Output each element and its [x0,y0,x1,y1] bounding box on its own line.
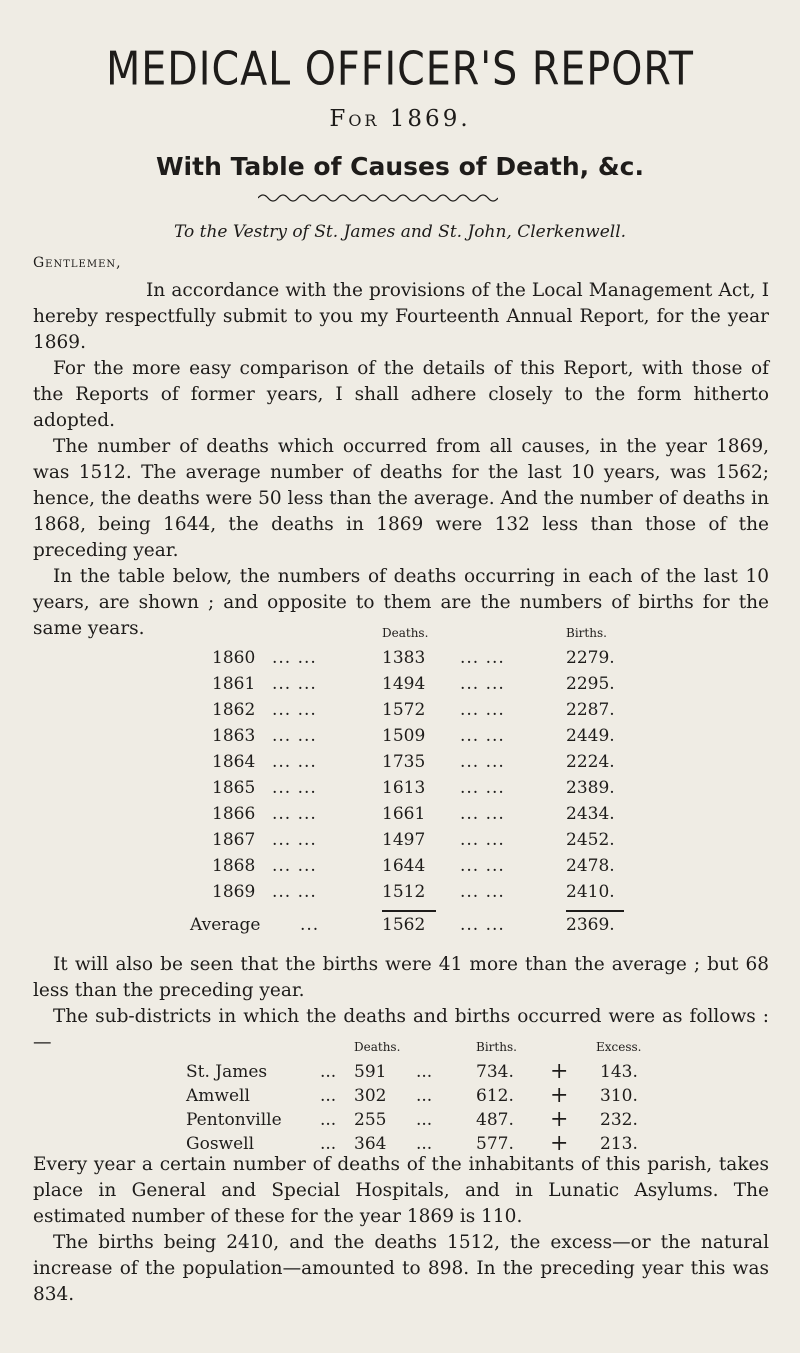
year-cell: 1860 [212,648,256,668]
excess-cell: 310. [600,1086,638,1106]
leader-dots: ... ... [460,778,505,798]
deaths-cell: 302 [354,1086,387,1106]
year-cell: 1862 [212,700,256,720]
births-cell: 2389. [566,778,615,798]
leader-dots: ... ... [272,778,317,798]
excess-cell: 232. [600,1110,638,1130]
births-cell: 577. [476,1134,514,1154]
leader-dots: ... [320,1062,337,1082]
births-cell: 2452. [566,830,615,850]
deaths-cell: 1497 [382,830,426,850]
paragraph-4: In the table below, the numbers of deaths occurring in each of the last 10 years, are shown ; and opposite to them are the numbers of births for the same years. [33,566,769,639]
paragraph-7: Every year a certain number of deaths of the inhabitants of this parish, takes place in General and Special Hospitals, and in Lunatic Asylums. The estimated number of these for the year 1869 is 110. [33,1154,769,1227]
paragraph-8: The births being 2410, and the deaths 1512, the excess—or the natural increase of the population—amounted to 898. In the preceding year this was 834. [33,1232,769,1305]
leader-dots: ... ... [272,726,317,746]
leader-dots: ... [320,1134,337,1154]
excess-cell: 213. [600,1134,638,1154]
leader-dots: ... ... [460,856,505,876]
district-name: Amwell [186,1086,250,1106]
paragraph-3: The number of deaths which occurred from all causes, in the year 1869, was 1512. The average number of deaths for the last 10 years, was 1562; hence, the deaths were 50 less than the average. And the number of deaths in 1868, being 1644, the deaths in 1869 were 132 less than those of the preceding year. [33,436,769,561]
leader-dots: ... ... [272,830,317,850]
deaths-cell: 1613 [382,778,426,798]
column-header-deaths: Deaths. [382,626,429,640]
column-header-births: Births. [566,626,607,640]
leader-dots: ... ... [460,674,505,694]
deaths-cell: 1661 [382,804,426,824]
column-header-births: Births. [476,1040,517,1054]
leader-dots: ... [320,1086,337,1106]
year-cell: 1863 [212,726,256,746]
deaths-cell: 1383 [382,648,426,668]
report-title: MEDICAL OFFICER'S REPORT [106,42,694,97]
district-name: Pentonville [186,1110,282,1130]
deaths-cell: 1644 [382,856,426,876]
excess-sign: + [550,1107,569,1132]
district-name: St. James [186,1062,268,1082]
leader-dots: ... ... [460,726,505,746]
leader-dots: ... ... [460,700,505,720]
column-header-excess: Excess. [596,1040,642,1054]
leader-dots: ... ... [272,804,317,824]
leader-dots: ... [300,915,320,935]
leader-dots: ... ... [460,752,505,772]
deaths-cell: 1509 [382,726,426,746]
column-header-deaths: Deaths. [354,1040,401,1054]
births-cell: 2478. [566,856,615,876]
deaths-sum-rule [382,910,436,912]
births-cell: 2224. [566,752,615,772]
report-year: For 1869. [329,106,471,132]
births-cell: 2410. [566,882,615,902]
excess-cell: 143. [600,1062,638,1082]
excess-sign: + [550,1059,569,1084]
deaths-cell: 255 [354,1110,387,1130]
leader-dots: ... ... [272,752,317,772]
excess-sign: + [550,1131,569,1156]
births-cell: 2279. [566,648,615,668]
deaths-cell: 1572 [382,700,426,720]
paragraph-6: The sub-districts in which the deaths and births occurred were as follows :— [33,1006,769,1053]
paragraph-5: It will also be seen that the births were 41 more than the average ; but 68 less than the preceding year. [33,954,769,1001]
leader-dots: ... [416,1134,433,1154]
average-label: Average [190,915,261,935]
leader-dots: ... ... [272,674,317,694]
report-heading: With Table of Causes of Death, &c. [155,152,644,181]
year-cell: 1864 [212,752,256,772]
year-cell: 1869 [212,882,256,902]
births-cell: 612. [476,1086,514,1106]
leader-dots: ... ... [460,830,505,850]
yearly-deaths-births-table [212,626,632,926]
leader-dots: ... [416,1110,433,1130]
births-sum-rule [566,910,624,912]
leader-dots: ... ... [272,856,317,876]
leader-dots: ... ... [272,882,317,902]
births-cell: 2449. [566,726,615,746]
leader-dots: ... ... [272,648,317,668]
salutation: Gentlemen, [33,255,122,271]
births-cell: 2295. [566,674,615,694]
addressee-line: To the Vestry of St. James and St. John, Clerkenwell. [173,222,627,242]
leader-dots: ... ... [272,700,317,720]
deaths-cell: 591 [354,1062,387,1082]
year-cell: 1865 [212,778,256,798]
excess-sign: + [550,1083,569,1108]
district-name: Goswell [186,1134,255,1154]
leader-dots: ... ... [460,804,505,824]
average-births: 2369. [566,915,615,935]
paragraph-1: In accordance with the provisions of the Local Management Act, I hereby respectfully submit to you my Fourteenth Annual Report, for the year 1869. [33,280,769,353]
leader-dots: ... ... [460,882,505,902]
year-cell: 1866 [212,804,256,824]
leader-dots: ... ... [460,915,505,935]
year-cell: 1867 [212,830,256,850]
deaths-cell: 1494 [382,674,426,694]
leader-dots: ... [320,1110,337,1130]
leader-dots: ... [416,1062,433,1082]
average-deaths: 1562 [382,915,426,935]
decorative-wavy-rule [258,190,498,204]
paragraph-2: For the more easy comparison of the details of this Report, with those of the Reports of former years, I shall adhere closely to the form hitherto adopted. [33,358,769,431]
average-row [190,915,630,939]
leader-dots: ... ... [460,648,505,668]
deaths-cell: 1735 [382,752,426,772]
year-cell: 1868 [212,856,256,876]
births-cell: 2434. [566,804,615,824]
births-cell: 734. [476,1062,514,1082]
leader-dots: ... [416,1086,433,1106]
deaths-cell: 364 [354,1134,387,1154]
births-cell: 2287. [566,700,615,720]
births-cell: 487. [476,1110,514,1130]
sub-district-table [186,1040,656,1156]
deaths-cell: 1512 [382,882,426,902]
year-cell: 1861 [212,674,256,694]
